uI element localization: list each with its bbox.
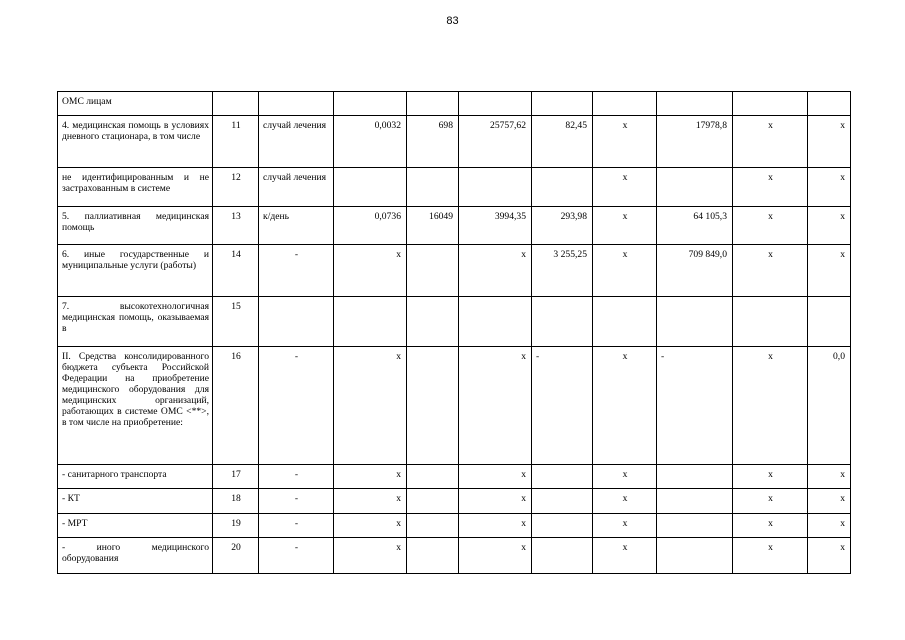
value-cell-7: x [733,347,808,465]
table-row [58,297,851,347]
value-cell-6: 64 105,3 [657,207,733,245]
value-cell-5 [593,92,657,116]
row-number-cell: 17 [213,465,259,489]
table-row [58,538,851,574]
value-cell-3: 25757,62 [459,116,532,168]
data-table [57,91,851,574]
row-number-cell: 20 [213,538,259,574]
value-cell-4: 82,45 [532,116,593,168]
row-name-cell: 7. высокотехнологичная медицинская помощь, оказываемая в [58,297,213,347]
unit-cell: - [259,245,334,297]
value-cell-4 [532,297,593,347]
value-cell-3: x [459,347,532,465]
value-cell-4 [532,489,593,514]
value-cell-5: x [593,116,657,168]
value-cell-3 [459,92,532,116]
value-cell-5: x [593,347,657,465]
value-cell-2 [407,489,459,514]
value-cell-7: x [733,465,808,489]
row-number-cell: 14 [213,245,259,297]
value-cell-7: x [733,538,808,574]
value-cell-3 [459,297,532,347]
value-cell-6 [657,489,733,514]
value-cell-7: x [733,245,808,297]
value-cell-4 [532,514,593,538]
value-cell-2 [407,514,459,538]
unit-cell: к/день [259,207,334,245]
table-row [58,465,851,489]
value-cell-1: x [334,514,407,538]
row-number-cell: 11 [213,116,259,168]
unit-cell: - [259,465,334,489]
value-cell-8 [808,92,851,116]
value-cell-1 [334,168,407,207]
value-cell-8 [808,297,851,347]
value-cell-4: 293,98 [532,207,593,245]
row-number-cell: 16 [213,347,259,465]
value-cell-4: 3 255,25 [532,245,593,297]
page-number: 83 [446,15,459,27]
value-cell-2 [407,347,459,465]
value-cell-1: x [334,489,407,514]
value-cell-7: x [733,514,808,538]
row-name-cell: II. Средства консолидированного бюджета субъекта Российской Федерации на приобретение медицинского оборудования для медицинских организаций, работающих в системе ОМС <**>, в том числе на приобретение: [58,347,213,465]
unit-cell: - [259,538,334,574]
value-cell-6 [657,297,733,347]
value-cell-1: x [334,465,407,489]
value-cell-1 [334,92,407,116]
value-cell-5: x [593,489,657,514]
unit-cell: - [259,514,334,538]
row-name-cell: 6. иные государственные и муниципальные услуги (работы) [58,245,213,297]
value-cell-6: 17978,8 [657,116,733,168]
value-cell-7: x [733,207,808,245]
row-number-cell: 12 [213,168,259,207]
value-cell-6: 709 849,0 [657,245,733,297]
table-row [58,116,851,168]
table-row [58,245,851,297]
row-number-cell: 15 [213,297,259,347]
value-cell-1: x [334,245,407,297]
row-number-cell: 18 [213,489,259,514]
unit-cell: случай лечения [259,168,334,207]
value-cell-7: x [733,489,808,514]
value-cell-8: x [808,168,851,207]
value-cell-7 [733,297,808,347]
value-cell-1: 0,0736 [334,207,407,245]
unit-cell: случай лечения [259,116,334,168]
unit-cell: - [259,489,334,514]
table-row [58,347,851,465]
value-cell-3 [459,168,532,207]
row-name-cell: не идентифицированным и не застрахованным в системе [58,168,213,207]
value-cell-5: x [593,207,657,245]
value-cell-2 [407,245,459,297]
value-cell-1: 0,0032 [334,116,407,168]
value-cell-7: x [733,168,808,207]
table-row [58,514,851,538]
value-cell-2 [407,538,459,574]
value-cell-4 [532,168,593,207]
unit-cell [259,92,334,116]
value-cell-5: x [593,514,657,538]
value-cell-5: x [593,168,657,207]
value-cell-4 [532,538,593,574]
unit-cell [259,297,334,347]
value-cell-8: x [808,538,851,574]
table-row [58,168,851,207]
value-cell-5: x [593,538,657,574]
row-name-cell: ОМС лицам [58,92,213,116]
row-name-cell: - КТ [58,489,213,514]
value-cell-6 [657,538,733,574]
value-cell-1: x [334,538,407,574]
value-cell-6 [657,92,733,116]
value-cell-7 [733,92,808,116]
value-cell-2 [407,92,459,116]
table-row [58,92,851,116]
row-number-cell: 19 [213,514,259,538]
value-cell-4 [532,465,593,489]
value-cell-8: x [808,245,851,297]
value-cell-7: x [733,116,808,168]
value-cell-3: x [459,514,532,538]
value-cell-8: x [808,465,851,489]
value-cell-3: x [459,538,532,574]
value-cell-4 [532,92,593,116]
value-cell-2 [407,168,459,207]
value-cell-3: x [459,245,532,297]
row-name-cell: 4. медицинская помощь в условиях дневного стационара, в том числе [58,116,213,168]
value-cell-8: x [808,514,851,538]
value-cell-6 [657,465,733,489]
value-cell-3: x [459,465,532,489]
row-number-cell: 13 [213,207,259,245]
value-cell-2: 698 [407,116,459,168]
value-cell-8: x [808,207,851,245]
row-number-cell [213,92,259,116]
value-cell-2 [407,297,459,347]
row-name-cell: 5. паллиативная медицинская помощь [58,207,213,245]
value-cell-1: x [334,347,407,465]
row-name-cell: - иного медицинского оборудования [58,538,213,574]
value-cell-2 [407,465,459,489]
value-cell-5 [593,297,657,347]
value-cell-2: 16049 [407,207,459,245]
value-cell-3: 3994,35 [459,207,532,245]
table-row [58,207,851,245]
value-cell-4: - [532,347,593,465]
unit-cell: - [259,347,334,465]
value-cell-8: x [808,489,851,514]
row-name-cell: - МРТ [58,514,213,538]
value-cell-5: x [593,245,657,297]
value-cell-6 [657,168,733,207]
table-row [58,489,851,514]
value-cell-6 [657,514,733,538]
value-cell-5: x [593,465,657,489]
value-cell-8: x [808,116,851,168]
row-name-cell: - санитарного транспорта [58,465,213,489]
value-cell-6: - [657,347,733,465]
value-cell-1 [334,297,407,347]
value-cell-3: x [459,489,532,514]
value-cell-8: 0,0 [808,347,851,465]
